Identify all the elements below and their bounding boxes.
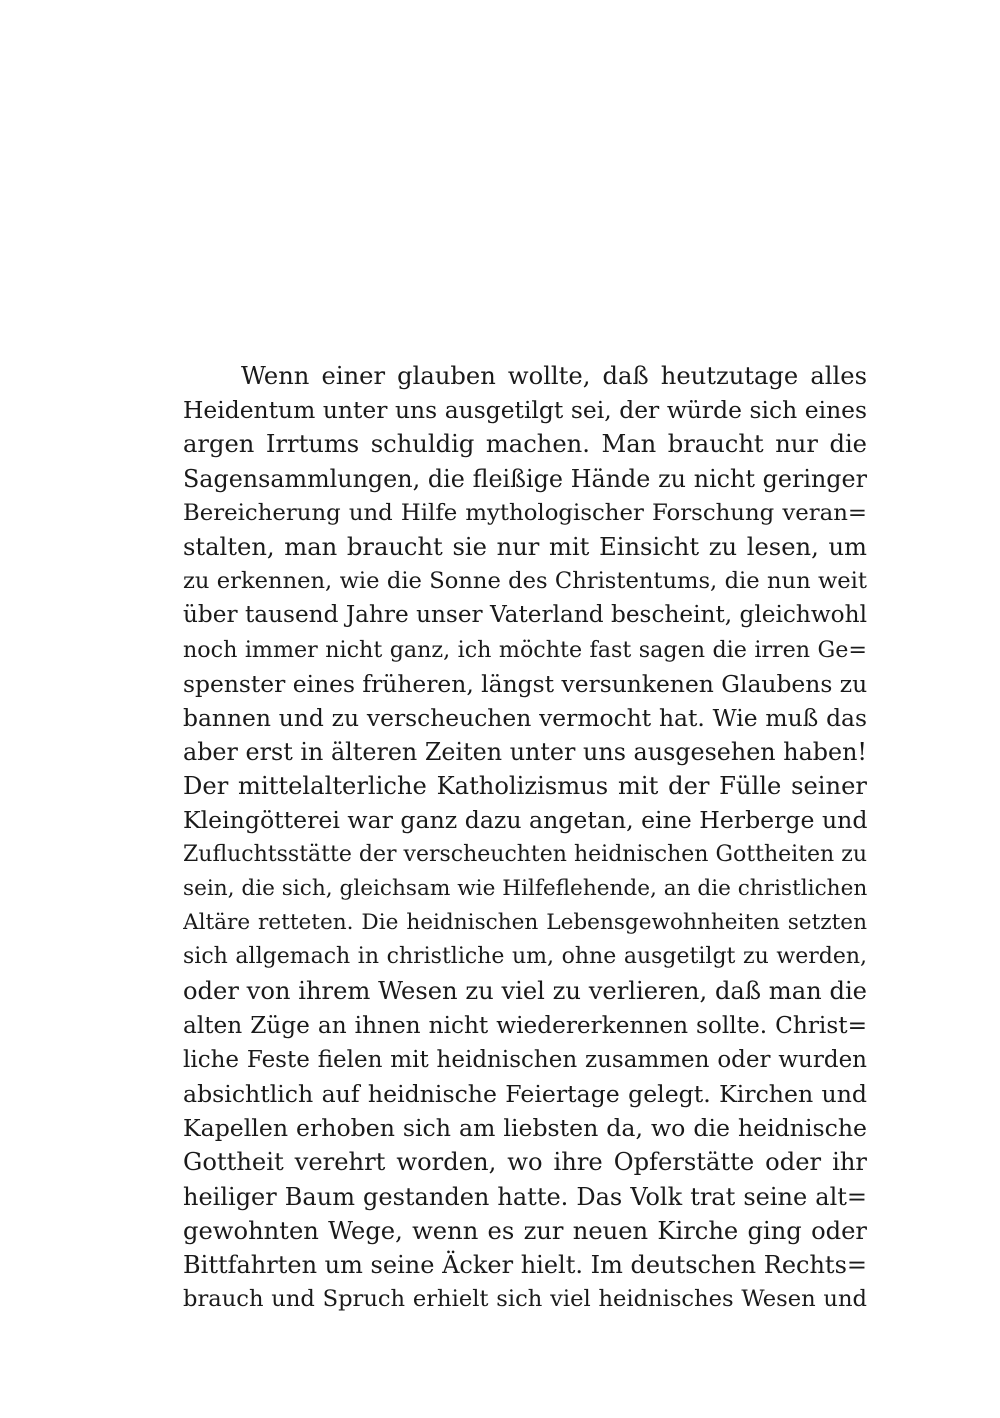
text-line: liche Feste fielen mit heidnischen zusammen oder wurden	[183, 1046, 867, 1073]
text-line: zu erkennen, wie die Sonne des Christentums, die nun weit	[183, 568, 867, 595]
body-paragraph	[183, 359, 867, 1316]
text-line: stalten, man braucht sie nur mit Einsicht zu lesen, um	[183, 532, 867, 561]
text-line: Kapellen erhoben sich am liebsten da, wo die heidnische	[183, 1114, 867, 1143]
text-line: aber erst in älteren Zeiten unter uns ausgesehen haben!	[183, 738, 867, 767]
text-line: spenster eines früheren, längst versunkenen Glaubens zu	[183, 669, 867, 698]
text-line: Bereicherung und Hilfe mythologischer Forschung veran=	[183, 499, 867, 526]
text-line: brauch und Spruch erhielt sich viel heidnisches Wesen und	[183, 1286, 867, 1313]
text-line: argen Irrtums schuldig machen. Man braucht nur die	[183, 430, 867, 459]
text-line: bannen und zu verscheuchen vermocht hat. Wie muß das	[183, 703, 867, 732]
text-line: sein, die sich, gleichsam wie Hilfeflehende, an die christlichen	[183, 875, 867, 901]
text-line: Sagensammlungen, die fleißige Hände zu nicht geringer	[183, 464, 867, 493]
text-line: oder von ihrem Wesen zu viel zu verlieren, daß man die	[183, 977, 867, 1006]
text-line: Der mittelalterliche Katholizismus mit der Fülle seiner	[183, 772, 867, 801]
text-line: Zufluchtsstätte der verscheuchten heidnischen Gottheiten zu	[183, 841, 867, 867]
text-line: Heidentum unter uns ausgetilgt sei, der würde sich eines	[183, 396, 867, 425]
text-line: Bittfahrten um seine Äcker hielt. Im deutschen Rechts=	[183, 1250, 867, 1279]
text-line: über tausend Jahre unser Vaterland bescheint, gleichwohl	[183, 601, 867, 629]
text-line: heiliger Baum gestanden hatte. Das Volk trat seine alt=	[183, 1182, 867, 1211]
text-line: sich allgemach in christliche um, ohne ausgetilgt zu werden,	[183, 944, 867, 970]
text-line: Kleingötterei war ganz dazu angetan, eine Herberge und	[183, 806, 867, 835]
text-line: Wenn einer glauben wollte, daß heutzutage alles	[241, 362, 867, 390]
text-line: alten Züge an ihnen nicht wiedererkennen sollte. Christ=	[183, 1011, 867, 1039]
text-line: gewohnten Wege, wenn es zur neuen Kirche ging oder	[183, 1216, 867, 1245]
text-line: Altäre retteten. Die heidnischen Lebensgewohnheiten setzten	[183, 910, 867, 935]
text-line: absichtlich auf heidnische Feiertage gelegt. Kirchen und	[183, 1079, 867, 1108]
text-line: Gottheit verehrt worden, wo ihre Opferstätte oder ihr	[183, 1148, 867, 1177]
text-line: noch immer nicht ganz, ich möchte fast sagen die irren Ge=	[183, 636, 867, 663]
